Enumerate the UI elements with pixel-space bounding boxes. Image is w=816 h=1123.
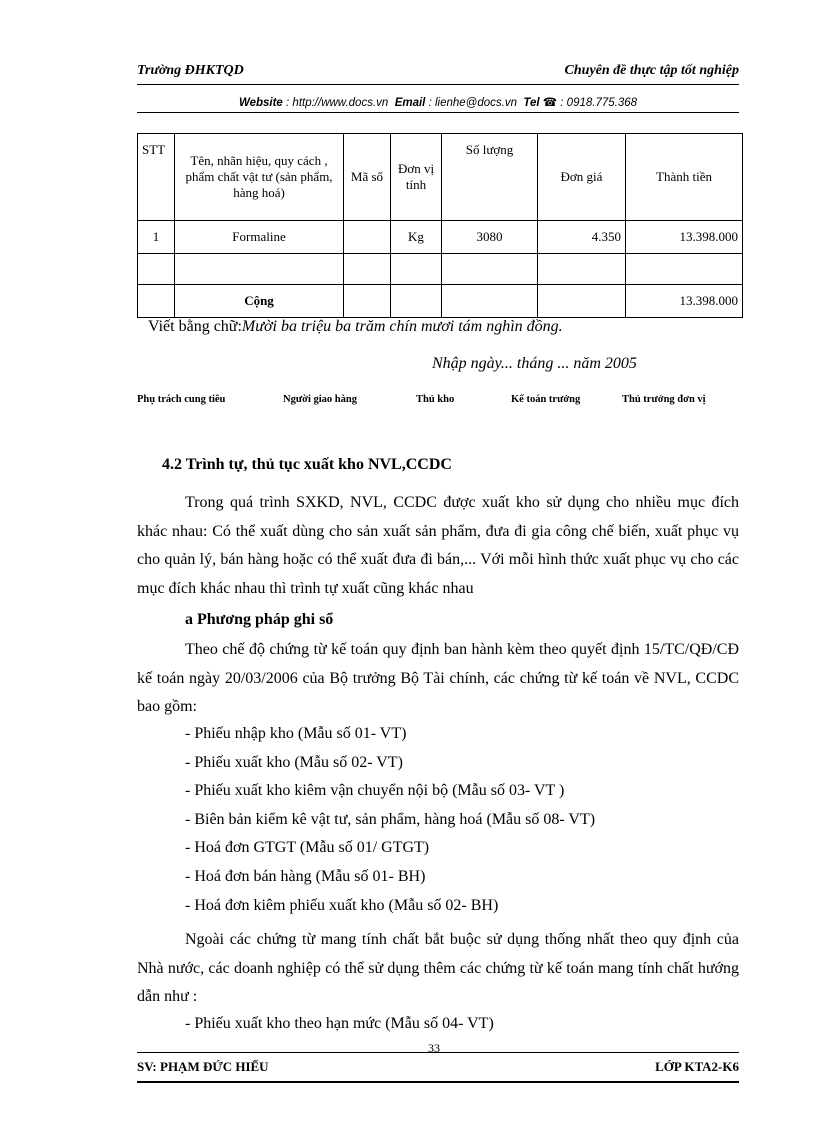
subheading: a Phương pháp ghi sổ bbox=[185, 611, 334, 628]
cell-code bbox=[344, 221, 391, 254]
paragraph-3: Ngoài các chứng từ mang tính chất bắt buộc sử dụng thống nhất theo quy định của Nhà nước, các doanh nghiệp có thể sử dụng thêm các chứng từ kế toán mang tính chất hướng dẫn như : bbox=[137, 931, 739, 1006]
amount-in-words bbox=[148, 318, 563, 336]
page-number: 33 bbox=[428, 1041, 440, 1055]
th-name: Tên, nhãn hiệu, quy cách , phẩm chất vật tư (sản phẩm, hàng hoá) bbox=[175, 134, 344, 221]
signature-1: Phụ trách cung tiêu bbox=[137, 394, 226, 405]
list-item: - Hoá đơn bán hàng (Mẫu số 01- BH) bbox=[185, 867, 426, 885]
header-school: Trường ĐHKTQD bbox=[137, 63, 244, 78]
paragraph-1: Trong quá trình SXKD, NVL, CCDC được xuất kho sử dụng cho nhiều mục đích khác nhau: Có thể xuất dùng cho sản xuất sản phẩm, đưa đi gia công chế biến, xuất phục vụ cho quản lý, bán hàng hoặc có thể xuất đưa đi bán,... Với mỗi hình thức xuất phục vụ cho các mục đích khác nhau thì trình tự xuất cũng khác nhau bbox=[137, 494, 739, 597]
signature-5: Thủ trưởng đơn vị bbox=[622, 394, 706, 405]
amount-words-label: Viết bằng chữ: bbox=[148, 318, 242, 335]
list-item: - Phiếu xuất kho kiêm vận chuyển nội bộ (Mẫu số 03- VT ) bbox=[185, 782, 565, 800]
footer-rule bbox=[137, 1052, 739, 1053]
table-row bbox=[138, 221, 743, 254]
signature-4: Kế toán trưởng bbox=[511, 394, 581, 405]
cell-qty: 3080 bbox=[442, 221, 538, 254]
total-value: 13.398.000 bbox=[626, 285, 743, 318]
website-url[interactable]: : http://www.docs.vn bbox=[286, 97, 389, 109]
table-header-row bbox=[138, 134, 743, 221]
email-value[interactable]: : lienhe@docs.vn bbox=[428, 97, 517, 109]
th-code: Mã số bbox=[344, 134, 391, 221]
footer-class: LỚP KTA2-K6 bbox=[655, 1059, 739, 1074]
invoice-table bbox=[137, 133, 743, 318]
list-item: - Hoá đơn kiêm phiếu xuất kho (Mẫu số 02- BH) bbox=[185, 896, 499, 914]
tel-label: Tel bbox=[523, 97, 540, 109]
cell-total: 13.398.000 bbox=[626, 221, 743, 254]
cell-price: 4.350 bbox=[538, 221, 626, 254]
website-label: Website bbox=[238, 97, 283, 109]
cell-unit: Kg bbox=[391, 221, 442, 254]
footer-double-rule bbox=[137, 1081, 739, 1083]
website-line bbox=[137, 95, 739, 109]
th-price: Đơn giá bbox=[538, 134, 626, 221]
footer-student: SV: PHẠM ĐỨC HIẾU bbox=[137, 1059, 269, 1074]
header-rule-2 bbox=[137, 112, 739, 113]
cell-stt: 1 bbox=[138, 221, 175, 254]
list-item-extra: - Phiếu xuất kho theo hạn mức (Mẫu số 04- VT) bbox=[185, 1015, 494, 1032]
header-title: Chuyên đề thực tập tốt nghiệp bbox=[564, 63, 739, 78]
cell-name: Formaline bbox=[175, 221, 344, 254]
email-label: Email bbox=[394, 97, 426, 109]
tel-value: : 0918.775.368 bbox=[560, 97, 638, 109]
th-total: Thành tiền bbox=[626, 134, 743, 221]
list-item: - Hoá đơn GTGT (Mẫu số 01/ GTGT) bbox=[185, 839, 430, 857]
table-row-empty bbox=[138, 254, 743, 285]
header-rule bbox=[137, 84, 739, 85]
signature-3: Thủ kho bbox=[416, 394, 455, 405]
amount-words-value: Mười ba triệu ba trăm chín mươi tám nghìn đồng. bbox=[241, 318, 563, 335]
phone-icon: ☎ bbox=[542, 97, 558, 109]
list-item: - Phiếu nhập kho (Mẫu số 01- VT) bbox=[185, 725, 407, 742]
signature-2: Người giao hàng bbox=[283, 394, 357, 405]
th-stt: STT bbox=[138, 134, 175, 221]
list-item: - Phiếu xuất kho (Mẫu số 02- VT) bbox=[185, 753, 403, 771]
date-line: Nhập ngày... tháng ... năm 2005 bbox=[432, 355, 637, 372]
th-unit: Đơn vị tính bbox=[391, 134, 442, 221]
section-heading: 4.2 Trình tự, thủ tục xuất kho NVL,CCDC bbox=[162, 456, 452, 473]
total-label: Cộng bbox=[175, 285, 344, 318]
table-total-row bbox=[138, 285, 743, 318]
doc-list bbox=[185, 720, 595, 920]
th-qty: Số lượng bbox=[442, 134, 538, 221]
list-item: - Biên bản kiểm kê vật tư, sản phẩm, hàng hoá (Mẫu số 08- VT) bbox=[185, 810, 596, 828]
paragraph-2: Theo chế độ chứng từ kế toán quy định ban hành kèm theo quyết định 15/TC/QĐ/CĐ kế toán ngày 20/03/2006 của Bộ trưởng Bộ Tài chính, các chứng từ kế toán về NVL, CCDC bao gồm: bbox=[137, 641, 739, 716]
